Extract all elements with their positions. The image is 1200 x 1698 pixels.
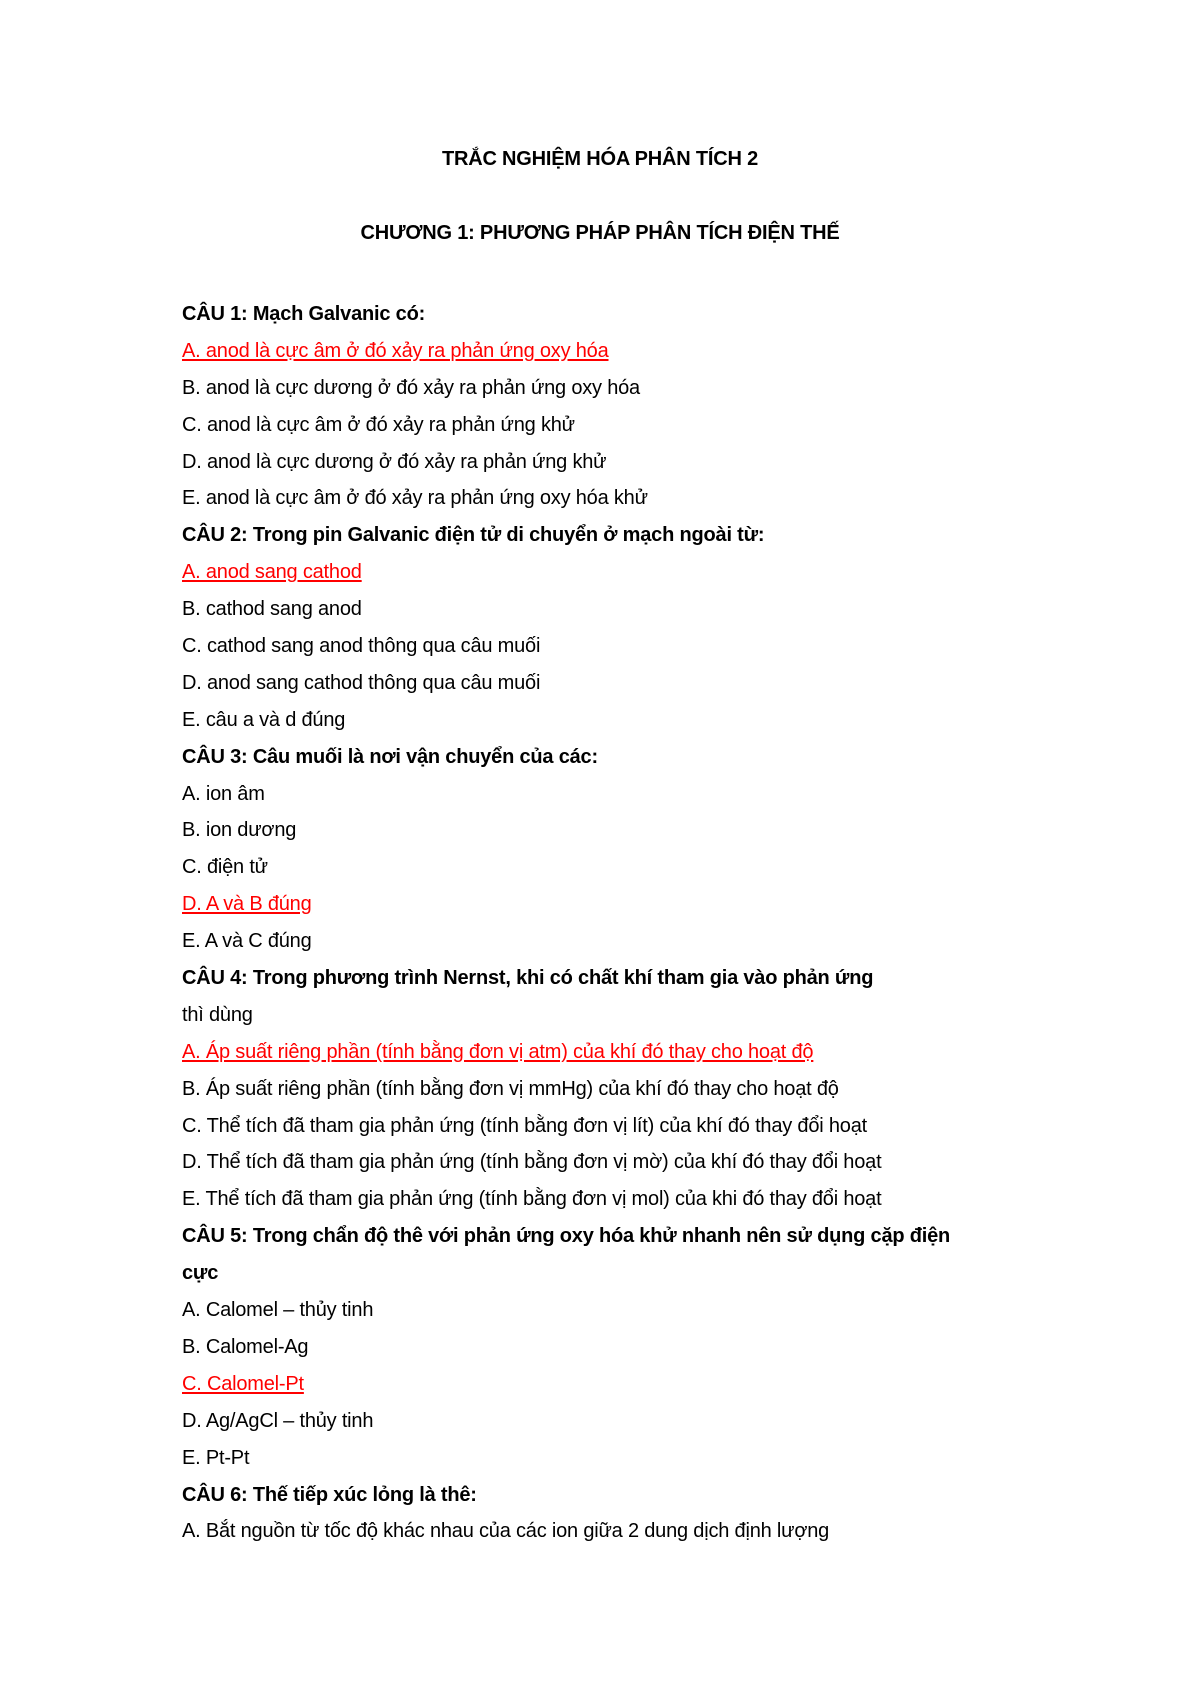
question-3-option-c: C. điện tử	[182, 856, 268, 879]
question-1-option-a: A. anod là cực âm ở đó xảy ra phản ứng oxy hóa	[182, 339, 609, 362]
question-2-option-e: E. câu a và d đúng	[182, 708, 346, 731]
question-5-text: CÂU 5: Trong chẩn độ thê với phản ứng oxy hóa khử nhanh nên sử dụng cặp điện	[182, 1225, 951, 1248]
question-3-text: CÂU 3: Câu muối là nơi vận chuyển của các:	[182, 745, 598, 768]
question-3-option-a: A. ion âm	[182, 782, 265, 805]
question-5-option-b: B. Calomel-Ag	[182, 1335, 309, 1358]
question-5-option-e: E. Pt-Pt	[182, 1446, 250, 1469]
question-4-text: CÂU 4: Trong phương trình Nernst, khi có chất khí tham gia vào phản ứng	[182, 967, 874, 990]
question-2-option-c: C. cathod sang anod thông qua câu muối	[182, 635, 541, 658]
question-6-text: CÂU 6: Thế tiếp xúc lỏng là thê:	[182, 1483, 477, 1506]
question-4-option-a: A. Áp suất riêng phần (tính bằng đơn vị atm) của khí đó thay cho hoạt độ	[182, 1040, 814, 1063]
question-2-option-d: D. anod sang cathod thông qua câu muối	[182, 671, 541, 694]
question-1-text: CÂU 1: Mạch Galvanic có:	[182, 303, 426, 325]
question-1-option-d: D. anod là cực dương ở đó xảy ra phản ứng khử	[182, 450, 607, 473]
question-2-option-b: B. cathod sang anod	[182, 598, 362, 621]
question-1-option-b: B. anod là cực dương ở đó xảy ra phản ứng oxy hóa	[182, 376, 640, 399]
question-3-option-e: E. A và C đúng	[182, 930, 312, 953]
question-3-option-b: B. ion dương	[182, 819, 297, 842]
document-title: TRẮC NGHIỆM HÓA PHÂN TÍCH 2	[441, 148, 759, 170]
question-5-option-c: C. Calomel-Pt	[182, 1372, 304, 1395]
chapter-heading: CHƯƠNG 1: PHƯƠNG PHÁP PHÂN TÍCH ĐIỆN THẾ	[360, 222, 840, 244]
question-4-text-continued: thì dùng	[182, 1003, 253, 1026]
question-2-text: CÂU 2: Trong pin Galvanic điện tử di chuyển ở mạch ngoài từ:	[182, 524, 765, 547]
question-1-option-e: E. anod là cực âm ở đó xảy ra phản ứng oxy hóa khử	[182, 487, 648, 510]
question-1-option-c: C. anod là cực âm ở đó xảy ra phản ứng khử	[182, 413, 575, 436]
question-6-option-a: A. Bắt nguồn từ tốc độ khác nhau của các ion giữa 2 dung dịch định lượng	[182, 1520, 830, 1543]
question-5-option-a: A. Calomel – thủy tinh	[182, 1299, 374, 1322]
question-4-option-c: C. Thể tích đã tham gia phản ứng (tính bằng đơn vị lít) của khí đó thay đổi hoạt	[182, 1114, 868, 1137]
question-5-option-d: D. Ag/AgCl – thủy tinh	[182, 1409, 374, 1432]
question-4-option-d: D. Thể tích đã tham gia phản ứng (tính bằng đơn vị mờ) của khí đó thay đổi hoạt	[182, 1151, 882, 1174]
question-list	[182, 296, 1062, 1550]
question-3-option-d: D. A và B đúng	[182, 893, 312, 916]
question-4-option-b: B. Áp suất riêng phần (tính bằng đơn vị mmHg) của khí đó thay cho hoạt độ	[182, 1077, 839, 1100]
question-2-option-a: A. anod sang cathod	[182, 561, 362, 584]
question-4-option-e: E. Thể tích đã tham gia phản ứng (tính bằng đơn vị mol) của khi đó thay đổi hoạt	[182, 1188, 882, 1211]
question-5-text-continued: cực	[182, 1262, 219, 1285]
